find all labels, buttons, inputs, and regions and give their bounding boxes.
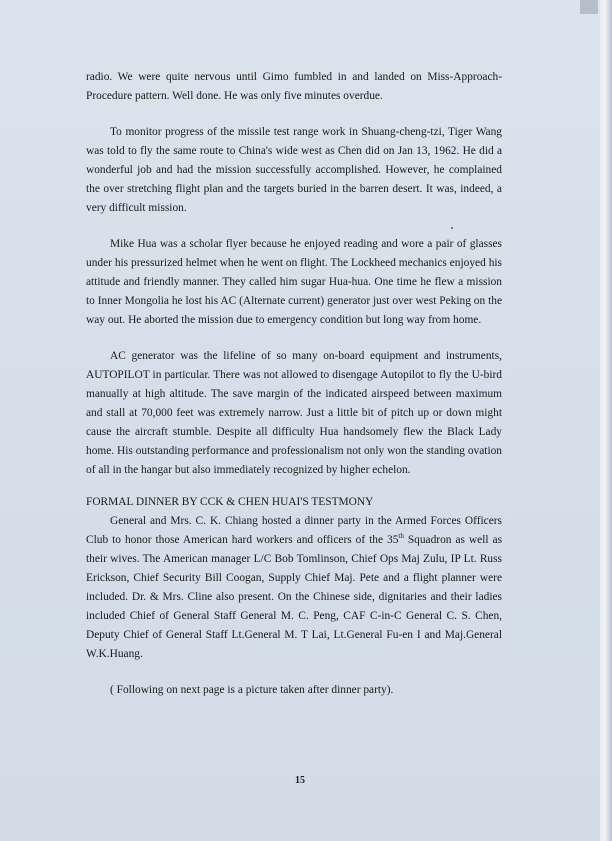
page-number: 15 — [295, 775, 305, 786]
paragraph-dinner — [86, 512, 502, 664]
ordinal-suffix: th — [398, 532, 404, 541]
dinner-text-start: General and Mrs. C. K. Chiang hosted a dinner party in the Armed Forces Officers Club to honor those American hard workers and officers of the 35 — [86, 515, 502, 546]
paragraph-ac-generator: AC generator was the lifeline of so many on-board equipment and instruments, AUTOPILOT in particular. There was not allowed to disengage Autopilot to fly the U-bird manually at high altitude. The save margin of the indicated airspeed between maximum and stall at 70,000 feet was extremely narrow. Just a little bit of pitch up or down might cause the aircraft stumble. Despite all difficulty Hua handsomely flew the Black Lady home. His outstanding performance and professionalism not only won the standing ovation of all in the hangar but also immediately recognized by higher echelon. — [86, 350, 502, 476]
paragraph-landing: radio. We were quite nervous until Gimo fumbled in and landed on Miss-Approach-Procedure pattern. Well done. He was only five minutes overdue. — [86, 71, 502, 102]
page-edge — [600, 0, 612, 841]
paragraph-mike-hua: Mike Hua was a scholar flyer because he enjoyed reading and wore a pair of glasses under his pressurized helmet when he went on flight. The Lockheed mechanics enjoyed his attitude and friendly manner. They called him sugar Hua-hua. One time he flew a mission to Inner Mongolia he lost his AC (Alternate current) generator just over west Peking on the way out. He aborted the mission due to emergency condition but long way from home. — [86, 238, 502, 326]
scan-mark — [580, 0, 598, 14]
scan-speck — [451, 227, 453, 229]
section-heading: FORMAL DINNER BY CCK & CHEN HUAI'S TESTMONY — [86, 496, 374, 508]
dinner-text-end: Squadron as well as their wives. The American manager L/C Bob Tomlinson, Chief Ops Maj Zulu, IP Lt. Russ Erickson, Chief Security Bill Coogan, Supply Chief Maj. Pete and a flight planner were included. Dr. & Mrs. Cline also present. On the Chinese side, dignitaries and their ladies included Chief of General Staff General M. C. Peng, CAF C-in-C General C. S. Chen, Deputy Chief of General Staff Lt.General M. T Lai, Lt.General Fu-en I and Maj.General W.K.Huang. — [86, 534, 503, 660]
paragraph-missile-range: To monitor progress of the missile test range work in Shuang-cheng-tzi, Tiger Wang was told to fly the same route to China's wide west as Chen did on Jan 13, 1962. He did a wonderful job and had the mission successfully accomplished. However, he complained the over stretching flight plan and the targets buried in the barren desert. It was, indeed, a very difficult mission. — [86, 126, 502, 214]
page-content — [86, 68, 502, 700]
picture-note: ( Following on next page is a picture taken after dinner party). — [110, 684, 394, 696]
